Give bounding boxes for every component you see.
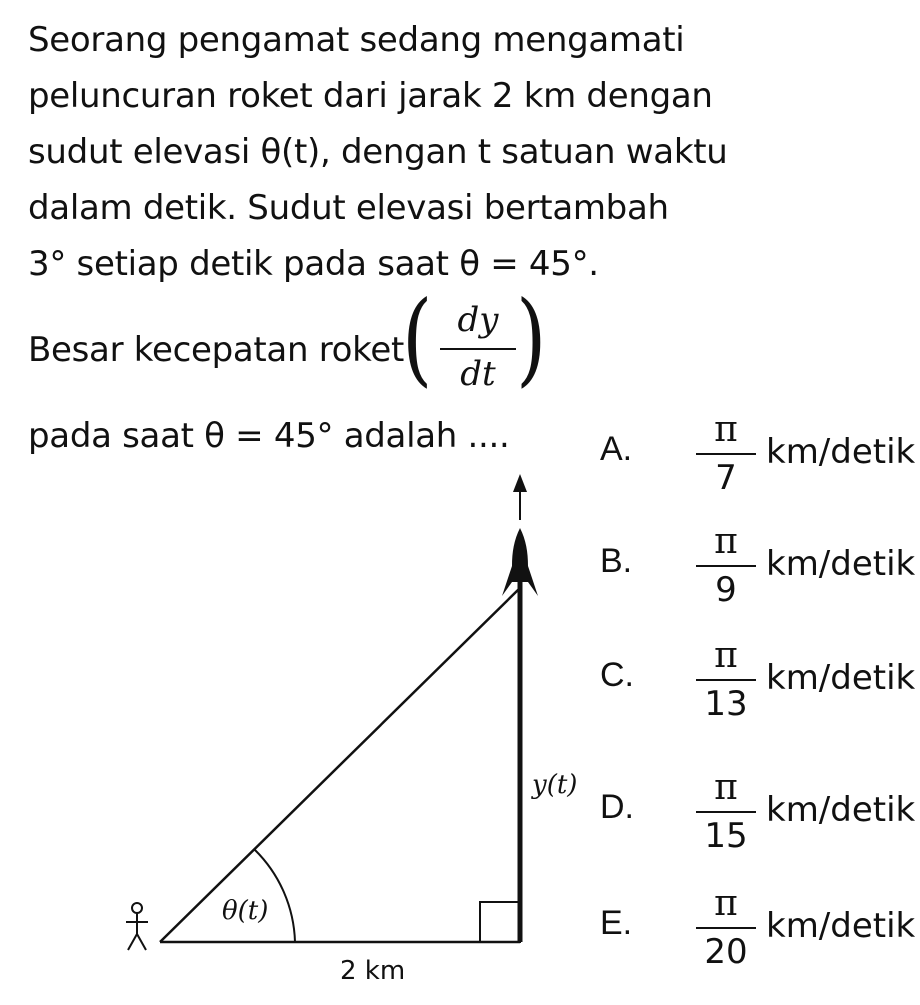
fraction-denominator: dt bbox=[460, 354, 496, 394]
option-unit: km/detik bbox=[766, 432, 916, 472]
option-numerator: π bbox=[714, 409, 738, 450]
ask-prefix: Besar kecepatan roket bbox=[28, 330, 404, 370]
height-label: y(t) bbox=[532, 770, 578, 800]
option-denominator: 13 bbox=[704, 684, 748, 724]
option-letter: D. bbox=[600, 788, 634, 826]
base-label: 2 km bbox=[340, 956, 406, 986]
option-a[interactable] bbox=[600, 409, 916, 510]
question-line-2: peluncuran roket dari jarak 2 km dengan bbox=[28, 76, 713, 116]
right-paren: ) bbox=[516, 280, 547, 398]
option-fraction-bar bbox=[696, 565, 756, 567]
option-denominator: 20 bbox=[704, 932, 748, 972]
ask-suffix: pada saat θ = 45° adalah .... bbox=[28, 416, 510, 456]
option-letter: B. bbox=[600, 542, 633, 580]
option-denominator: 15 bbox=[704, 816, 748, 856]
angle-label: θ(t) bbox=[222, 896, 269, 926]
right-angle-marker bbox=[480, 902, 520, 942]
question-line-5: 3° setiap detik pada saat θ = 45°. bbox=[28, 244, 599, 284]
option-c[interactable] bbox=[600, 635, 916, 736]
left-paren: ( bbox=[402, 280, 433, 398]
question-line-4: dalam detik. Sudut elevasi bertambah bbox=[28, 188, 669, 228]
option-denominator: 9 bbox=[715, 570, 737, 610]
option-unit: km/detik bbox=[766, 790, 916, 830]
option-numerator: π bbox=[714, 883, 738, 924]
option-letter: A. bbox=[600, 430, 633, 468]
question-line-1: Seorang pengamat sedang mengamati bbox=[28, 20, 685, 60]
option-d[interactable] bbox=[600, 767, 916, 868]
option-unit: km/detik bbox=[766, 906, 916, 946]
question-line-3: sudut elevasi θ(t), dengan t satuan waktu bbox=[28, 132, 728, 172]
option-fraction-bar bbox=[696, 927, 756, 929]
option-b[interactable] bbox=[600, 521, 916, 622]
option-fraction-bar bbox=[696, 679, 756, 681]
option-numerator: π bbox=[714, 767, 738, 808]
fraction-numerator: dy bbox=[457, 300, 499, 340]
option-letter: C. bbox=[600, 656, 634, 694]
up-arrow-icon bbox=[513, 474, 527, 520]
option-fraction-bar bbox=[696, 453, 756, 455]
option-unit: km/detik bbox=[766, 544, 916, 584]
option-numerator: π bbox=[714, 521, 738, 562]
option-fraction-bar bbox=[696, 811, 756, 813]
option-unit: km/detik bbox=[766, 658, 916, 698]
option-denominator: 7 bbox=[715, 458, 737, 498]
option-letter: E. bbox=[600, 904, 633, 942]
person-icon bbox=[126, 903, 148, 950]
option-e[interactable] bbox=[600, 883, 916, 984]
line-of-sight bbox=[160, 588, 520, 942]
option-numerator: π bbox=[714, 635, 738, 676]
